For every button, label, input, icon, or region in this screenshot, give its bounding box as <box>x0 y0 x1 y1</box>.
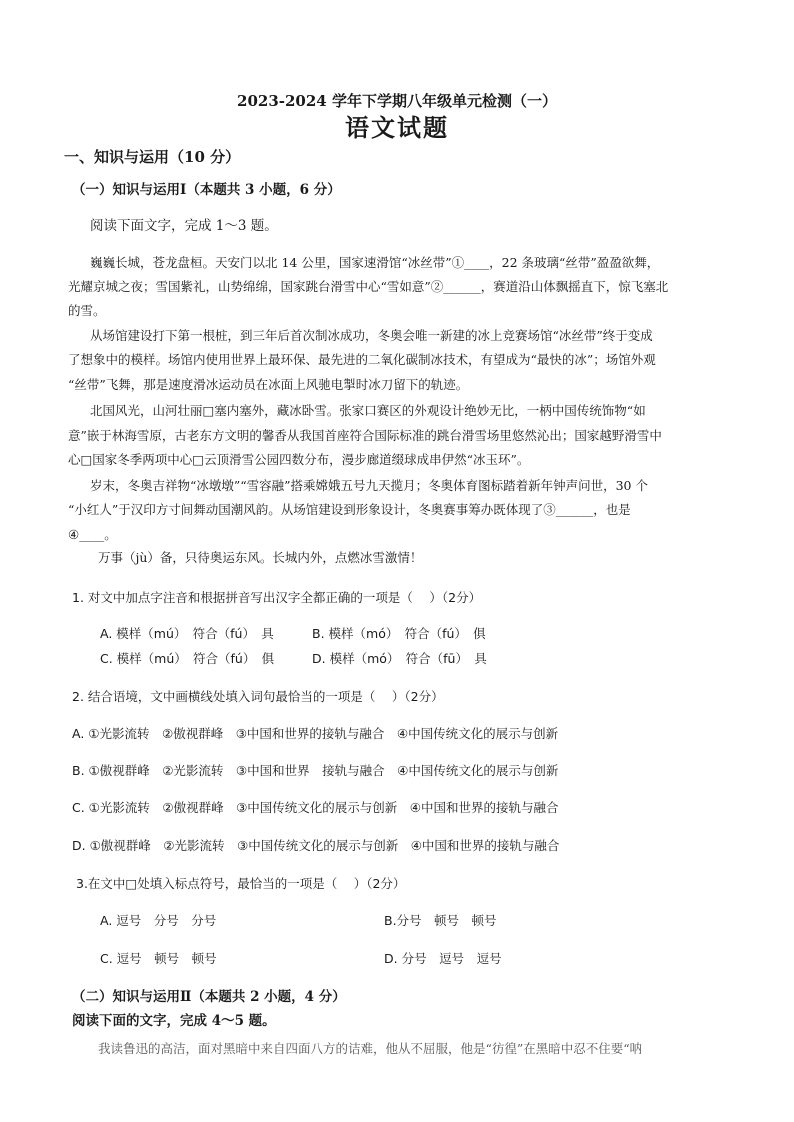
exam-title: 2023-2024 学年下学期八年级单元检测（一） <box>237 92 557 110</box>
part1-heading: （一）知识与运用Ⅰ（本题共 3 小题，6 分） <box>72 182 341 198</box>
option-b[interactable]: B. ①傲视群峰 ②光影流转 ③中国和世界 接轨与融合 ④中国传统文化的展示与创新 <box>72 763 559 778</box>
passage-line: ④____。 <box>68 527 117 542</box>
part2-instruction: 阅读下面的文字，完成 4～5 题。 <box>72 1013 276 1029</box>
passage-line: 岁末，冬奥吉祥物“冰墩墩”“雪容融”搭乘嫦娥五号九天揽月；冬奥体育图标踏着新年钟声问世，30 个 <box>90 478 648 493</box>
option-c[interactable]: C. ①光影流转 ②傲视群峰 ③中国传统文化的展示与创新 ④中国和世界的接轨与融合 <box>72 800 559 815</box>
passage-line: 万事（jù）备，只待奥运东风。长城内外，点燃冰雪激情！ <box>98 550 423 565</box>
option-b[interactable]: B.分号 顿号 顿号 <box>384 913 497 928</box>
passage-line: “小红人”于汉印方寸间舞动国潮风韵。从场馆建设到形象设计，冬奥赛事筹办既体现了③______，也是 <box>68 502 631 517</box>
option-d[interactable]: D. 模样（mó） 符合（fū） 具 <box>312 651 487 666</box>
option-a[interactable]: A. ①光影流转 ②傲视群峰 ③中国和世界的接轨与融合 ④中国传统文化的展示与创新 <box>72 726 559 741</box>
passage-line: “丝带”飞舞，那是速度滑冰运动员在冰面上风驰电掣时冰刀留下的轨迹。 <box>68 377 469 392</box>
question-stem: 1. 对文中加点字注音和根据拼音写出汉字全都正确的一项是（ ）（2分） <box>72 590 482 605</box>
part1-instruction: 阅读下面文字，完成 1～3 题。 <box>90 218 278 234</box>
option-b[interactable]: B. 模样（mó） 符合（fú） 俱 <box>312 626 486 641</box>
passage-line: 心□国家冬季两项中心□云顶滑雪公园四数分布，漫步廊道缀球成串伊然“冰玉环”。 <box>68 452 530 467</box>
option-c[interactable]: C. 模样（mú） 符合（fú） 俱 <box>100 651 275 666</box>
option-c[interactable]: C. 逗号 顿号 顿号 <box>100 951 217 966</box>
question-stem: 3.在文中□处填入标点符号，最恰当的一项是（ ）（2分） <box>76 876 406 891</box>
passage-line: 巍巍长城，苍龙盘桓。天安门以北 14 公里，国家速滑馆“冰丝带”①____，22 条玻璃“丝带”盈盈欲舞， <box>90 255 660 270</box>
part2-heading: （二）知识与运用Ⅱ（本题共 2 小题，4 分） <box>72 989 346 1005</box>
subject-title: 语文试题 <box>345 113 449 142</box>
passage-line: 意”嵌于林海雪原，古老东方文明的馨香从我国首座符合国际标准的跳台滑雪场里悠然沁出；国家越野滑雪中 <box>68 428 662 443</box>
option-a[interactable]: A. 逗号 分号 分号 <box>100 913 217 928</box>
passage-line: 的雪。 <box>68 303 106 318</box>
option-d[interactable]: D. ①傲视群峰 ②光影流转 ③中国传统文化的展示与创新 ④中国和世界的接轨与融合 <box>72 838 560 853</box>
section-heading: 一、知识与运用（10 分） <box>64 148 241 166</box>
passage-line: 光耀京城之夜；雪国紫礼，山势绵绵，国家跳台滑雪中心“雪如意”②______，赛道沿山体飘摇直下，惊飞塞北 <box>68 279 669 294</box>
passage-line: 了想象中的模样。场馆内使用世界上最环保、最先进的二氧化碳制冰技术，有望成为“最快的冰”；场馆外观 <box>68 352 656 367</box>
question-stem: 2. 结合语境，文中画横线处填入词句最恰当的一项是（ ）（2分） <box>72 689 444 704</box>
option-d[interactable]: D. 分号 逗号 逗号 <box>384 951 502 966</box>
option-a[interactable]: A. 模样（mú） 符合（fú） 具 <box>100 626 274 641</box>
passage-line: 从场馆建设打下第一根桩，到三年后首次制冰成功，冬奥会唯一新建的冰上竞赛场馆“冰丝带”终于变成 <box>90 328 653 343</box>
passage-line: 我读鲁迅的高洁，面对黑暗中来自四面八方的诘难，他从不屈服，他是“彷徨”在黑暗中忍不住要“呐 <box>98 1041 643 1056</box>
passage-line: 北国风光，山河壮丽□塞内塞外，藏冰卧雪。张家口赛区的外观设计绝妙无比，一柄中国传统饰物“如 <box>90 403 646 418</box>
